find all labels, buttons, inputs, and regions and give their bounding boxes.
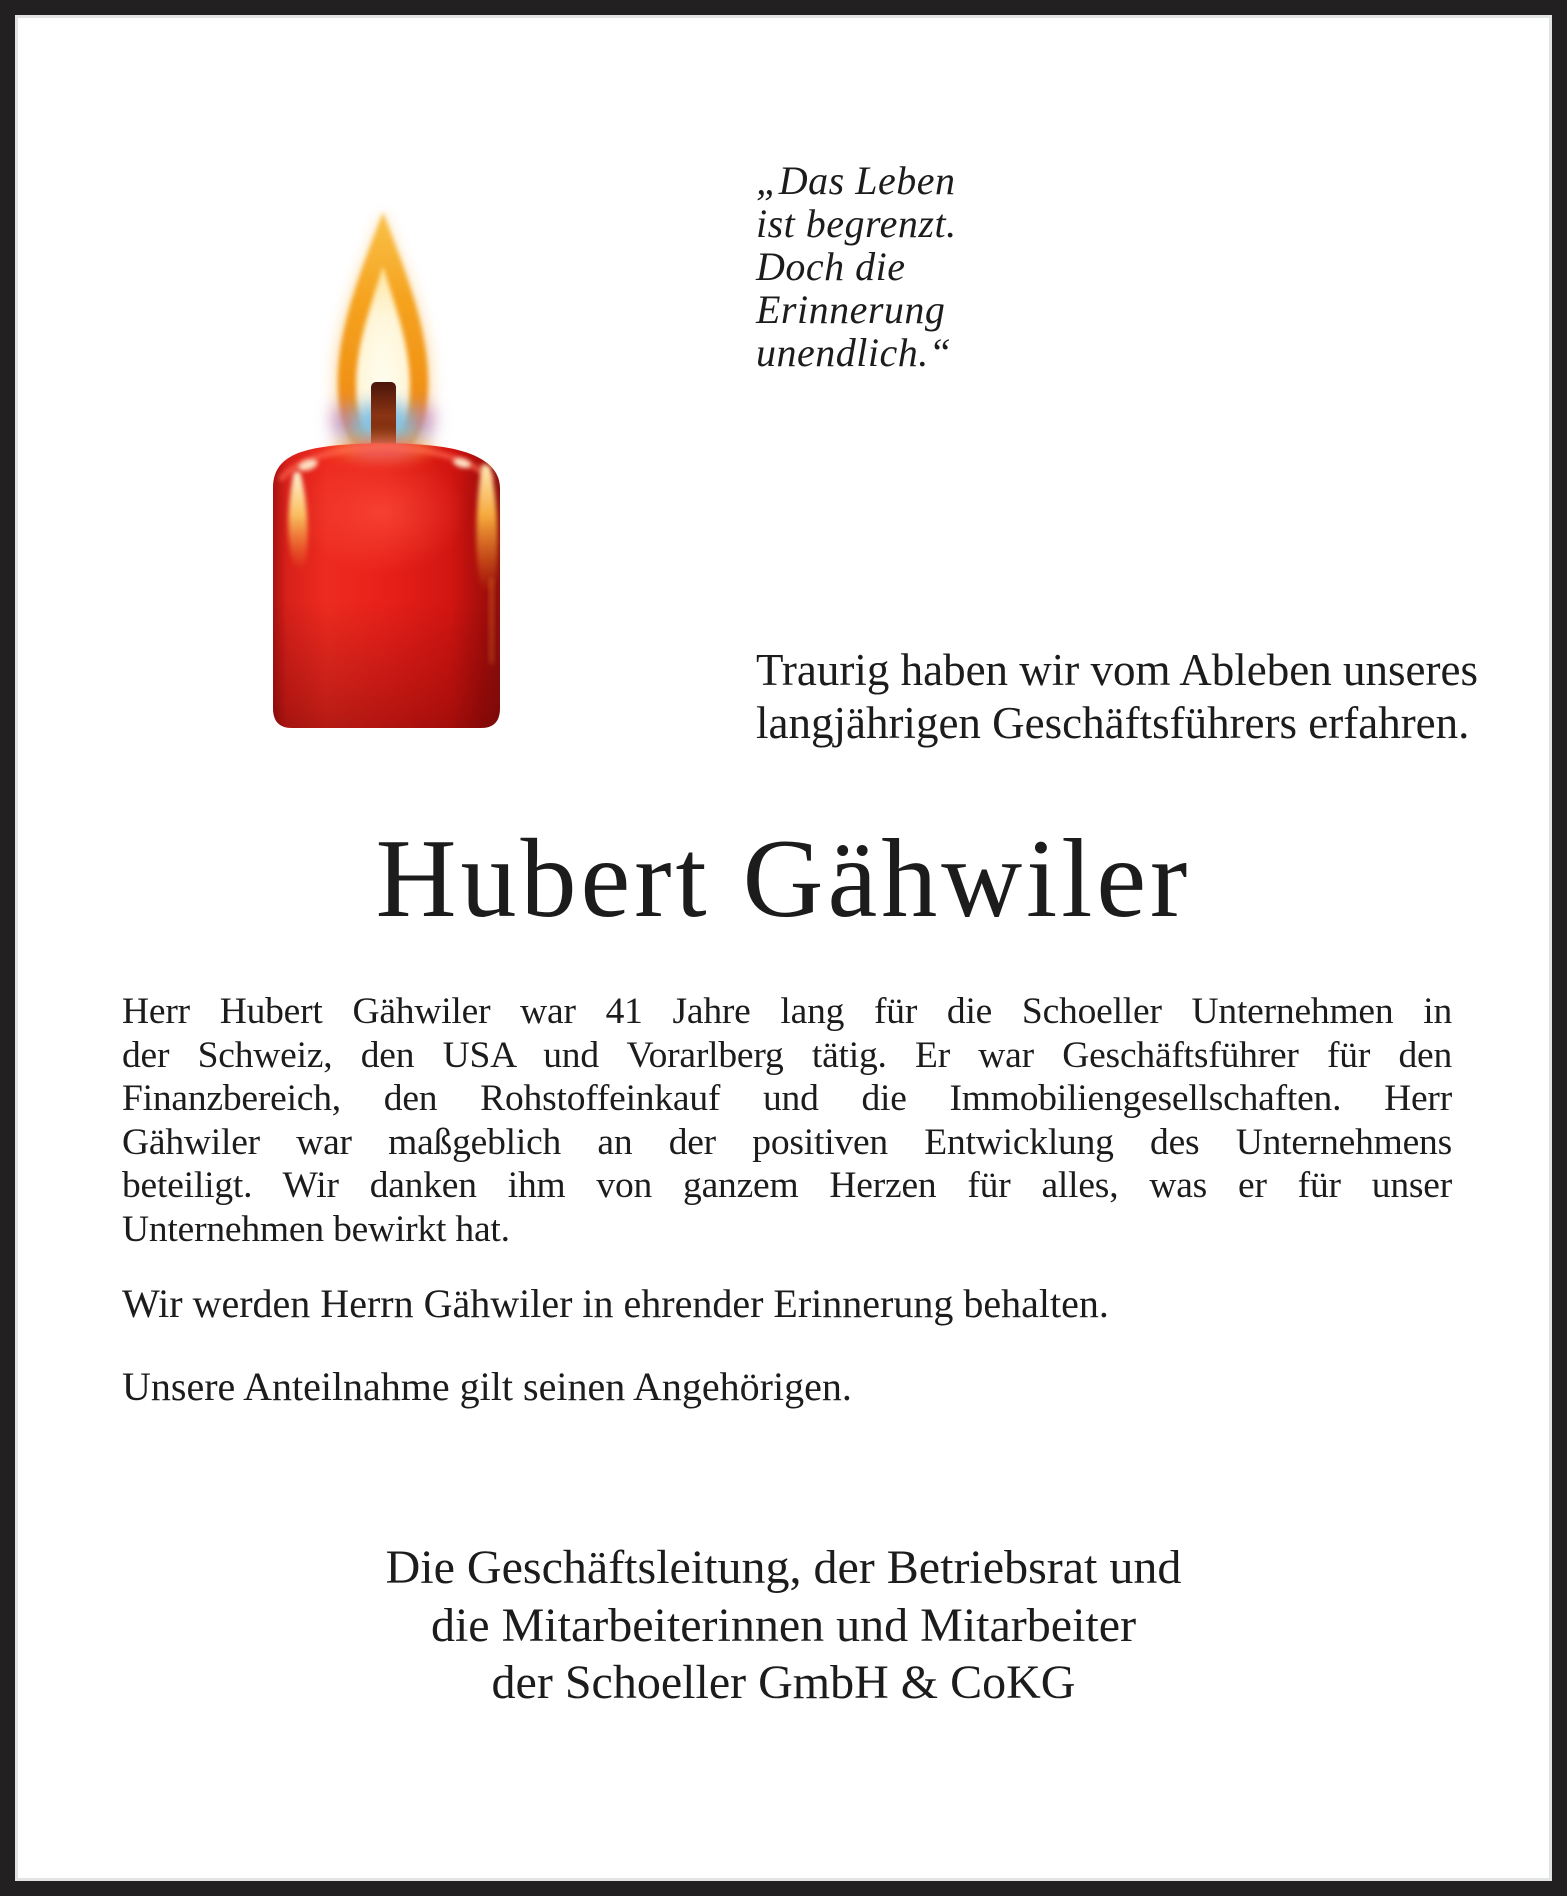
deceased-name: Hubert Gähwiler xyxy=(375,817,1192,941)
condolence-line: Unsere Anteilnahme gilt seinen Angehörigen. xyxy=(122,1364,852,1409)
signature-block xyxy=(15,1539,1552,1712)
paragraph-line: beteiligt. Wir danken ihm von ganzem Herzen für alles, was er für unser xyxy=(122,1165,1452,1206)
paragraph-line: Herr Hubert Gähwiler war 41 Jahre lang für die Schoeller Unternehmen in xyxy=(122,991,1452,1032)
quote-line: Erinnerung xyxy=(756,287,946,332)
obituary-paragraph xyxy=(122,990,1452,1251)
paragraph-line: der Schweiz, den USA und Vorarlberg tätig. Er war Geschäftsführer für den xyxy=(122,1034,1452,1076)
quote-line: „Das Leben xyxy=(756,158,956,203)
paragraph-line: Unternehmen bewirkt hat. xyxy=(122,1208,510,1250)
remembrance-line: Wir werden Herrn Gähwiler in ehrender Erinnerung behalten. xyxy=(122,1281,1109,1326)
quote-line: ist begrenzt. xyxy=(756,201,957,246)
signature-line: Die Geschäftsleitung, der Betriebsrat und xyxy=(385,1541,1182,1594)
candle-image xyxy=(250,182,510,742)
signature-line: die Mitarbeiterinnen und Mitarbeiter xyxy=(430,1598,1137,1652)
candle-bottom-shade xyxy=(273,443,500,728)
memorial-quote xyxy=(756,159,957,374)
announcement-line: langjährigen Geschäftsführers erfahren. xyxy=(756,698,1470,748)
quote-line: Doch die xyxy=(756,244,906,289)
paragraph-line: Finanzbereich, den Rohstoffeinkauf und die Immobiliengesellschaften. Herr xyxy=(122,1078,1452,1119)
quote-line: unendlich.“ xyxy=(756,330,952,375)
signature-line: der Schoeller GmbH & CoKG xyxy=(491,1656,1076,1709)
announcement-line: Traurig haben wir vom Ableben unseres xyxy=(756,645,1478,695)
announcement-text xyxy=(756,644,1478,750)
paragraph-line: Gähwiler war maßgeblich an der positiven Entwicklung des Unternehmens xyxy=(122,1121,1452,1163)
